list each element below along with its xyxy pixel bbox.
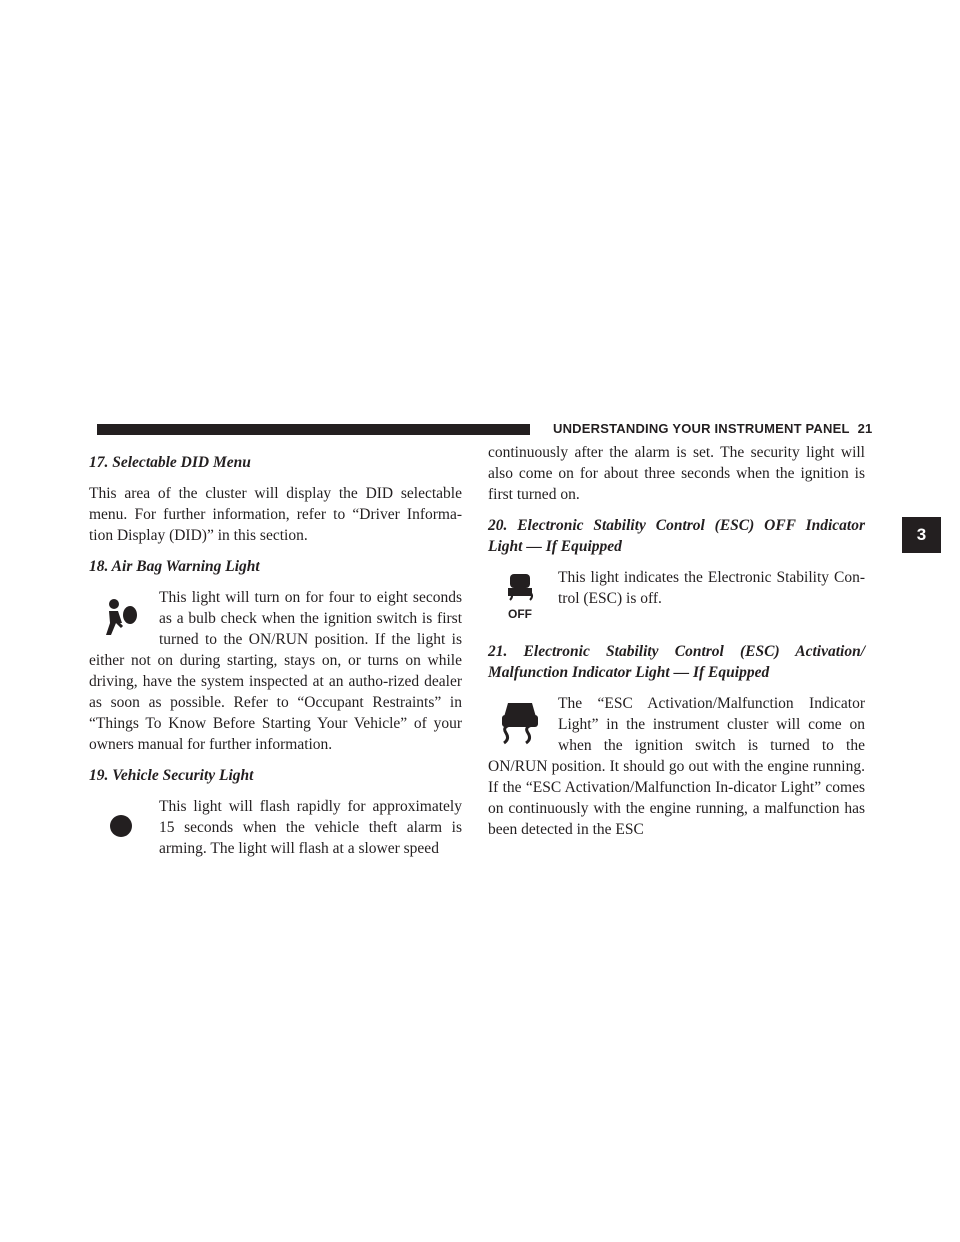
header-rule <box>97 424 530 435</box>
section-17-heading: 17. Selectable DID Menu <box>89 454 251 471</box>
section-17-body: This area of the cluster will display the DID selectable menu. For further information, refer to “Driver Informa-tion Display (DID)” in this section. <box>89 485 462 544</box>
running-header <box>553 421 873 436</box>
security-light-icon <box>89 796 153 856</box>
section-20-body: This light indicates the Electronic Stability Con-trol (ESC) is off. <box>558 569 865 607</box>
page-number: 21 <box>857 421 873 436</box>
section-18-block <box>89 587 462 755</box>
section-21-heading: 21. Electronic Stability Control (ESC) Activation/ Malfunction Indicator Light — If Equipped <box>488 643 865 681</box>
section-20-block <box>488 567 865 621</box>
section-21-body: The “ESC Activation/Malfunction Indicator Light” in the instrument cluster will come on when the ignition switch is turned to the ON/RUN position. It should go out with the engine running. If the “ESC Activation/Malfunction In-dicator Light” comes on continuously with the engine running, a malfunction has been detected in the ESC <box>488 695 865 838</box>
section-19-body: This light will flash rapidly for approximately 15 seconds when the vehicle theft alarm is arming. The light will flash at a slower speed <box>159 798 462 857</box>
airbag-warning-icon <box>89 587 153 647</box>
section-19-continued: continuously after the alarm is set. The security light will also come on for about three seconds when the ignition is first turned on. <box>488 444 865 503</box>
chapter-tab: 3 <box>902 517 941 553</box>
section-19-heading: 19. Vehicle Security Light <box>89 767 254 784</box>
section-19-block <box>89 796 462 859</box>
esc-off-icon-label: OFF <box>508 607 532 621</box>
esc-off-icon <box>488 567 552 627</box>
esc-activation-icon <box>488 693 552 753</box>
section-18-heading: 18. Air Bag Warning Light <box>89 558 260 575</box>
section-21-block <box>488 693 865 840</box>
section-18-body: This light will turn on for four to eight seconds as a bulb check when the ignition switch is first turned to the ON/RUN position. If the light is either not on during starting, stays on, or turns on while driving, have the system inspected at an autho-rized dealer as soon as possible. Refer to “Occupant Restraints” in “Things To Know Before Starting Your Vehicle” of your owners manual for further information. <box>89 589 462 753</box>
right-column <box>488 442 865 850</box>
section-20-heading: 20. Electronic Stability Control (ESC) OFF Indicator Light — If Equipped <box>488 517 865 555</box>
left-column <box>89 452 462 869</box>
header-title: UNDERSTANDING YOUR INSTRUMENT PANEL <box>553 421 850 436</box>
